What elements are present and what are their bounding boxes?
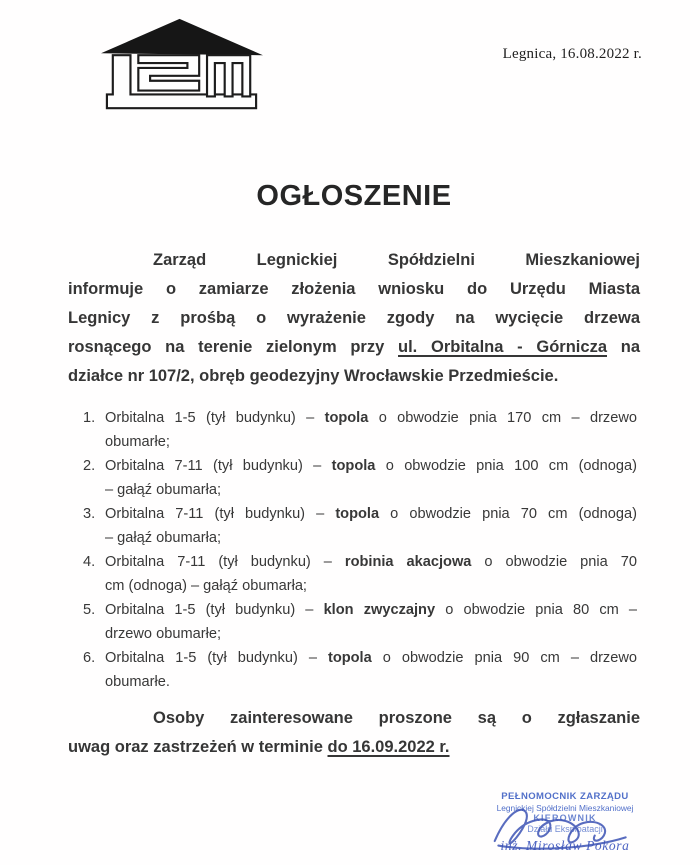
paragraph-line: [105, 598, 637, 622]
item-text: [105, 550, 637, 598]
item-number: 6.: [83, 650, 96, 666]
text-segment: cm (odnoga) – gałąź obumarła;: [105, 578, 307, 594]
text-segment: – gałąź obumarła;: [105, 530, 222, 546]
text-segment: drzewo obumarłe;: [105, 626, 221, 642]
paragraph-line: [68, 275, 640, 304]
text-segment: Orbitalna 1-5 (tył budynku) –: [105, 410, 325, 426]
stamp-role-line: PEŁNOMOCNIK ZARZĄDU: [501, 791, 629, 802]
tree-list-item: [83, 502, 637, 550]
stamp-department-line: Działu Eksploatacji: [527, 823, 603, 834]
text-segment: Orbitalna 7-11 (tył budynku) –: [105, 506, 336, 522]
text-segment: Zarząd Legnickiej Spółdzielni Mieszkaniowej: [153, 251, 640, 269]
paragraph-line: [105, 574, 637, 598]
intro-paragraph: [68, 246, 640, 391]
text-segment: o obwodzie pnia 170 cm – drzewo: [368, 410, 638, 426]
text-segment: klon zwyczajny: [323, 602, 436, 618]
item-number: 4.: [83, 554, 96, 570]
paragraph-line: [105, 430, 637, 454]
text-segment: topola: [324, 410, 369, 426]
text-segment: Orbitalna 7-11 (tył budynku) –: [105, 554, 345, 570]
paragraph-line: [105, 406, 637, 430]
tree-list-item: [83, 550, 637, 598]
text-segment: – gałąź obumarła;: [105, 482, 222, 498]
page-title: OGŁOSZENIE: [256, 180, 452, 212]
text-segment: na: [607, 338, 640, 356]
underlined-text: ul. Orbitalna - Górnicza: [398, 338, 607, 356]
paragraph-line: [105, 670, 637, 694]
tree-list-item: [83, 454, 637, 502]
text-segment: o obwodzie pnia 70: [471, 554, 637, 570]
paragraph-line: [68, 704, 640, 733]
signatory-name: inż. Mirosław Pokora: [500, 838, 630, 853]
item-text: [105, 598, 637, 646]
text-segment: o obwodzie pnia 90 cm – drzewo: [371, 650, 637, 666]
underlined-text: do 16.09.2022 r.: [327, 738, 450, 756]
tree-list-item: [83, 646, 637, 694]
item-number: 2.: [83, 458, 96, 474]
text-segment: o obwodzie pnia 80 cm –: [435, 602, 638, 618]
paragraph-line: [105, 526, 637, 550]
paragraph-line: [68, 246, 640, 275]
logo-letter-s: [138, 55, 199, 90]
text-segment: Osoby zainteresowane proszone są o zgłaszanie: [153, 709, 640, 727]
paragraph-line: [105, 646, 637, 670]
text-segment: uwag oraz zastrzeżeń w terminie: [68, 738, 328, 756]
text-segment: topola: [335, 506, 380, 522]
text-segment: topola: [327, 650, 372, 666]
paragraph-line: [68, 733, 640, 762]
paragraph-line: [105, 478, 637, 502]
paragraph-line: [105, 502, 637, 526]
text-segment: działce nr 107/2, obręb geodezyjny Wrocławskie Przedmieście.: [68, 367, 559, 385]
text-segment: informuje o zamiarze złożenia wniosku do Urzędu Miasta: [68, 280, 640, 298]
text-segment: o obwodzie pnia 70 cm (odnoga): [379, 506, 637, 522]
text-segment: Orbitalna 1-5 (tył budynku) –: [105, 602, 324, 618]
item-number: 3.: [83, 506, 96, 522]
paragraph-line: [105, 550, 637, 574]
text-segment: Legnicy z prośbą o wyrażenie zgody na wycięcie drzewa: [68, 309, 640, 327]
text-segment: Orbitalna 7-11 (tył budynku) –: [105, 458, 332, 474]
text-segment: robinia akacjowa: [344, 554, 472, 570]
tree-list-item: [83, 406, 637, 454]
paragraph-line: [68, 333, 640, 362]
paragraph-line: [105, 454, 637, 478]
stamp-org-line: Legnickiej Spółdzielni Mieszkaniowej: [496, 802, 634, 813]
stamp-block: [462, 792, 668, 852]
stamp-position-line: KIEROWNIK: [533, 813, 597, 823]
lsm-logo: [96, 14, 268, 120]
paragraph-line: [105, 622, 637, 646]
item-number: 5.: [83, 602, 96, 618]
lsm-logo-graphic: [96, 14, 268, 120]
logo-letter-m: [207, 55, 250, 96]
item-text: [105, 406, 637, 454]
logo-roof-shape: [101, 19, 263, 55]
item-text: [105, 454, 637, 502]
text-segment: Orbitalna 1-5 (tył budynku) –: [105, 650, 328, 666]
paragraph-line: [68, 362, 640, 391]
text-segment: obumarłe;: [105, 434, 170, 450]
text-segment: topola: [331, 458, 376, 474]
item-text: [105, 502, 637, 550]
text-segment: o obwodzie pnia 100 cm (odnoga): [375, 458, 637, 474]
item-number: 1.: [83, 410, 96, 426]
text-segment: obumarłe.: [105, 674, 170, 690]
item-text: [105, 646, 637, 694]
place-date-line: Legnica, 16.08.2022 r.: [502, 46, 642, 62]
closing-paragraph: [68, 704, 640, 762]
paragraph-line: [68, 304, 640, 333]
text-segment: rosnącego na terenie zielonym przy: [68, 338, 399, 356]
tree-list-item: [83, 598, 637, 646]
tree-list: [83, 406, 637, 694]
